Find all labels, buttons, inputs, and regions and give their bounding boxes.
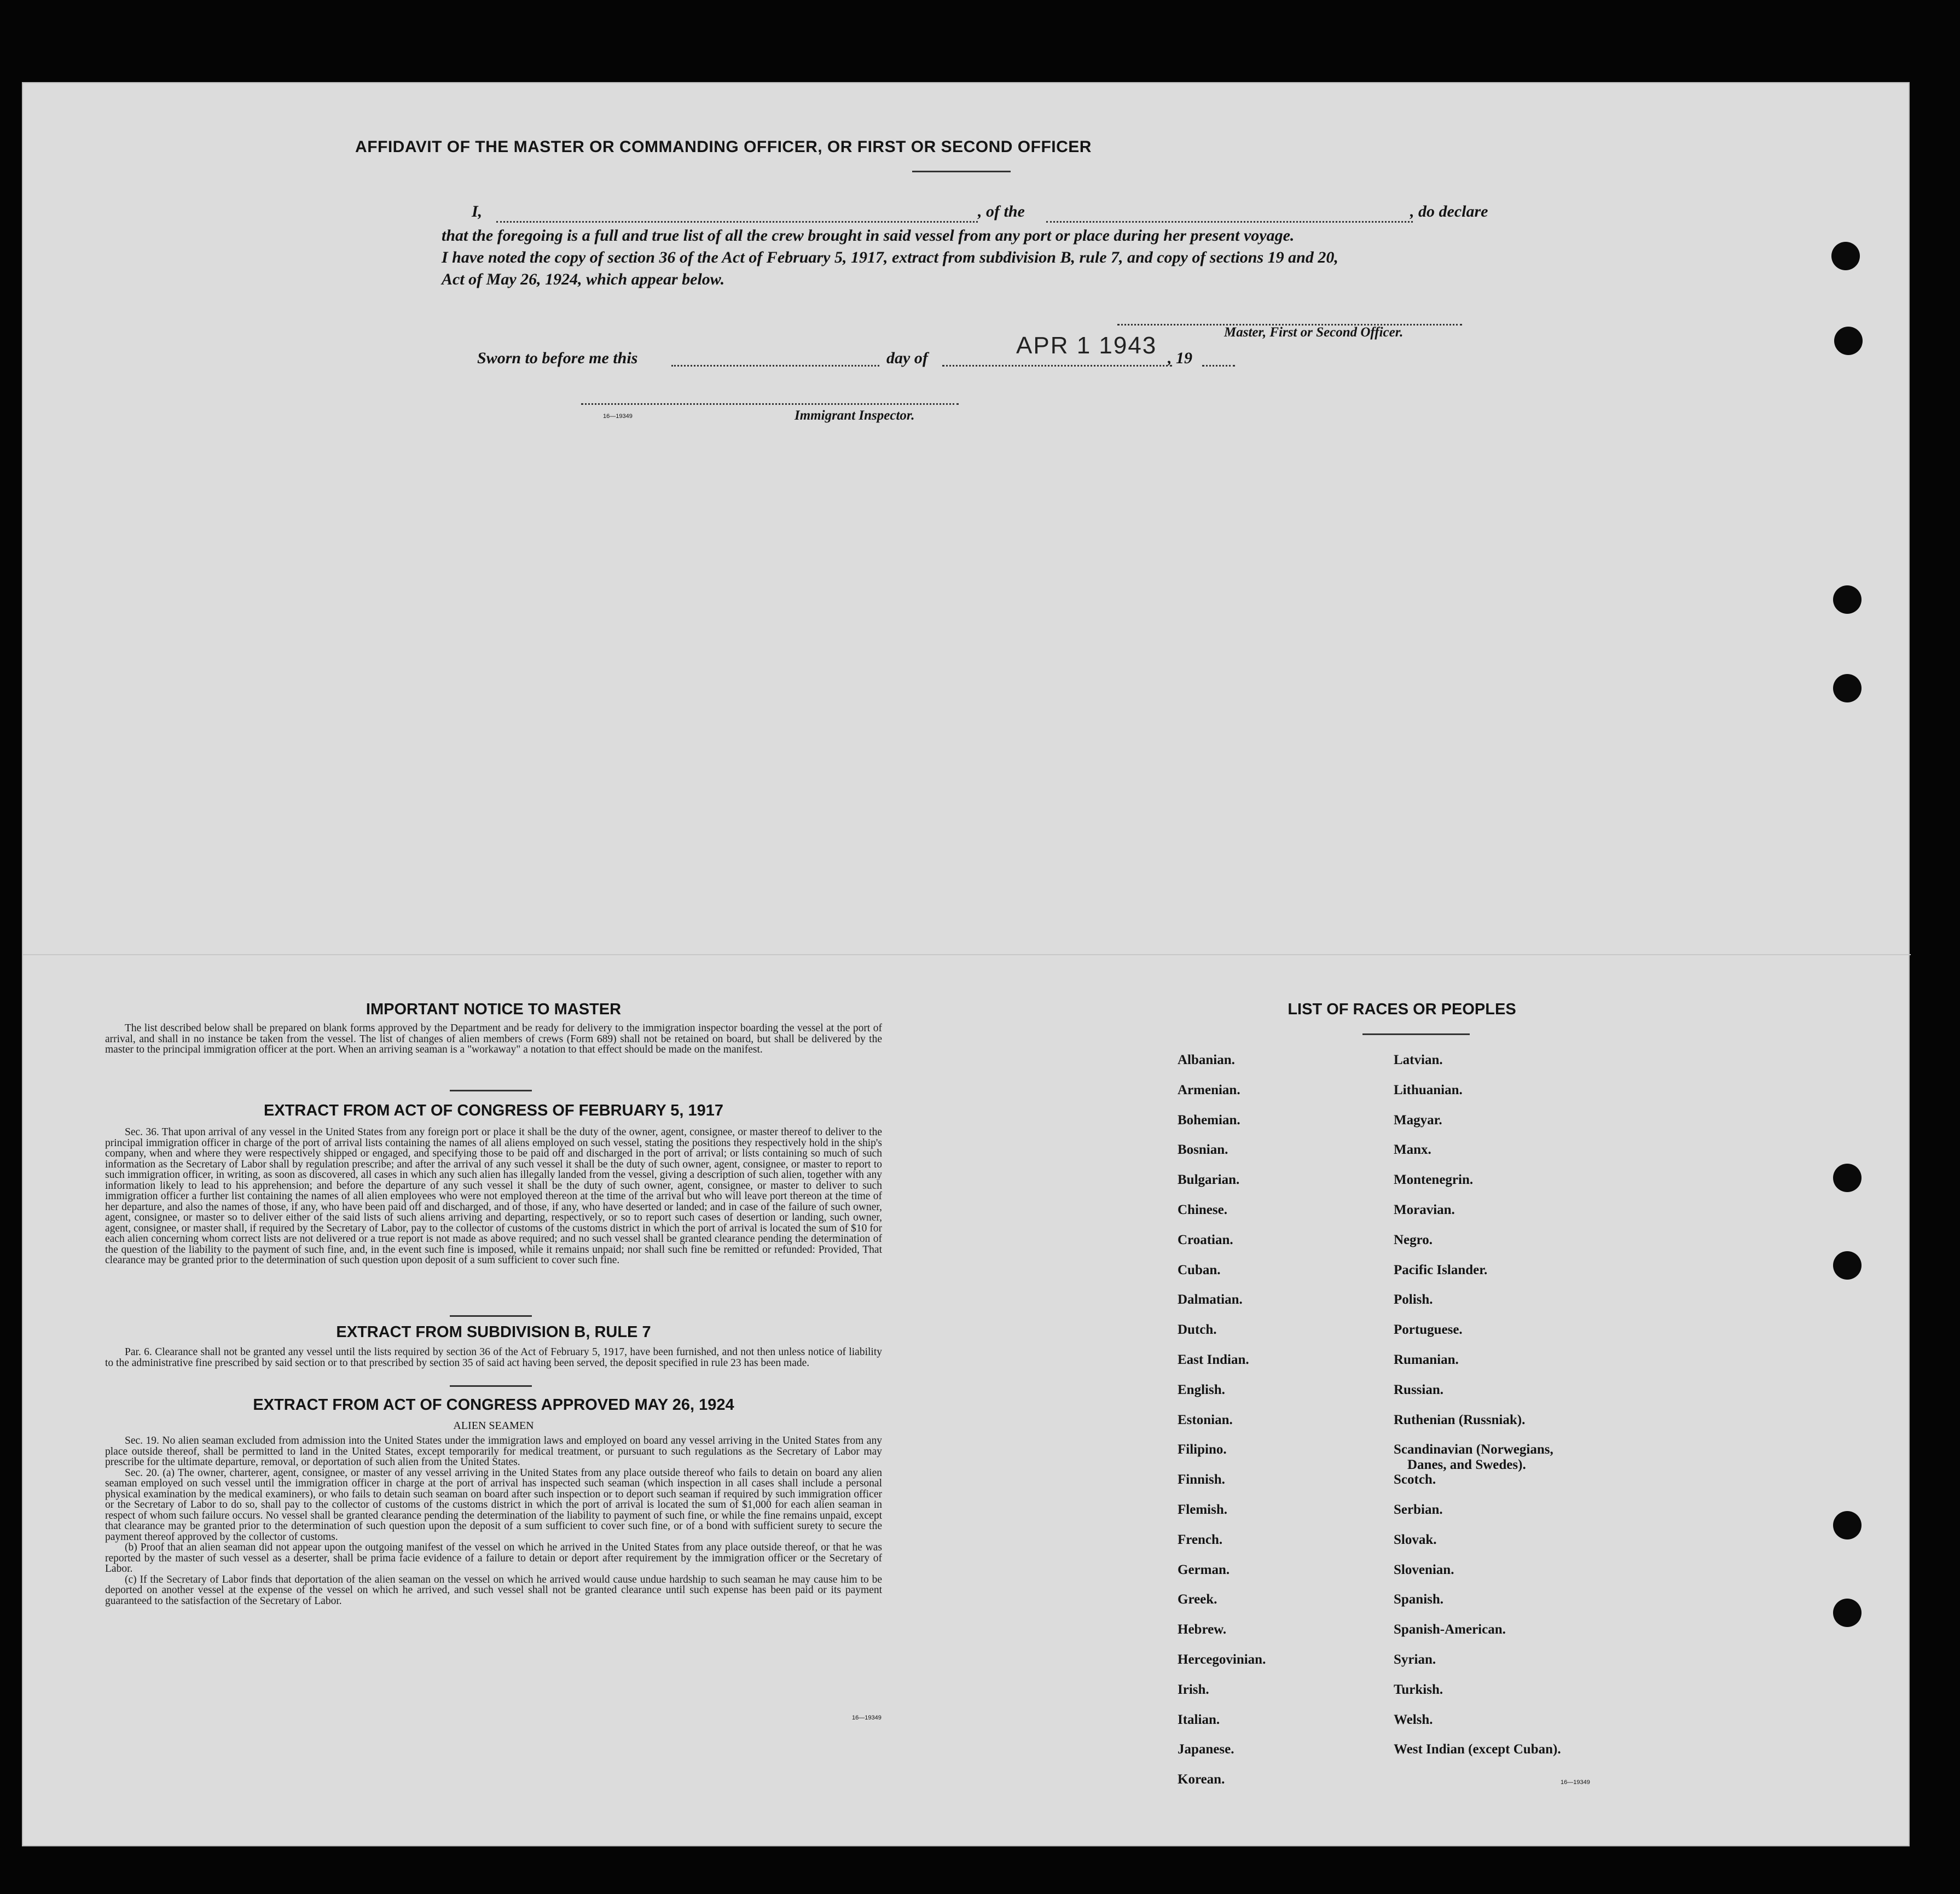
race-item: Greek. [1178,1592,1217,1607]
race-item: Negro. [1394,1232,1433,1247]
race-item: Albanian. [1178,1053,1235,1067]
race-item: Irish. [1178,1682,1209,1697]
race-item: Bosnian. [1178,1142,1228,1158]
race-item: Dalmatian. [1178,1292,1243,1308]
race-item: Cuban. [1178,1262,1221,1277]
race-item: Scandinavian (Norwegians, [1394,1442,1553,1457]
race-item: Syrian. [1394,1652,1436,1667]
declare-line-2: that the foregoing is a full and true list of all the crew brought in said vessel from any port or place during her present voyage. [442,226,1295,245]
punch-hole [1833,585,1862,614]
extract-1917-body [105,1127,882,1266]
section-19-paragraph: Sec. 19. No alien seaman excluded from admission into the United States under the immigration laws and employed on board any vessel arriving in the United States from any place outside thereof, shall be permitted to land in the United States, except temporarily for medical treatment, or pursuant to such regulations as the Secretary of Labor may prescribe for the ultimate departure, removal, or deportation of such alien from the United States. [105,1435,882,1468]
race-item: Russian. [1394,1382,1444,1397]
race-item: Japanese. [1178,1742,1234,1757]
race-item: Scotch. [1394,1472,1436,1488]
race-item: West Indian (except Cuban). [1394,1742,1561,1757]
declare-line-4: Act of May 26, 1924, which appear below. [442,270,725,288]
race-item: Croatian. [1178,1232,1233,1247]
race-item: Manx. [1394,1142,1431,1158]
section-divider [450,1315,532,1317]
sworn-month-blank[interactable] [942,365,1172,367]
race-item: Slovenian. [1394,1562,1454,1577]
race-item: Rumanian. [1394,1352,1459,1367]
race-item: Spanish. [1394,1592,1444,1607]
name-blank[interactable] [496,221,978,223]
race-item: Finnish. [1178,1472,1225,1488]
sworn-year-prefix: , 19 [1168,349,1192,367]
document-page [22,82,1910,1846]
rule-7-body [105,1347,882,1368]
race-item: Polish. [1394,1292,1433,1308]
race-item: Korean. [1178,1772,1225,1787]
date-stamp: APR 1 1943 [1016,332,1157,359]
races-title: LIST OF RACES OR PEOPLES [1288,1001,1516,1018]
punch-hole [1833,1511,1862,1539]
rule-7-paragraph: Par. 6. Clearance shall not be granted any vessel until the lists required by section 36 of the Act of February 5, 1917, have been furnished, and not then unless notice of liability to the administrative fine prescribed by said section or to that prescribed by section 35 of said act having been served, the deposit specified in rule 23 has been made. [105,1346,882,1369]
race-item: Bulgarian. [1178,1172,1240,1188]
race-item: Ruthenian (Russniak). [1394,1412,1526,1427]
declare-do-declare: , do declare [1410,202,1488,220]
section-20b-paragraph: (b) Proof that an alien seaman did not appear upon the outgoing manifest of the vessel on which he arrived in the United States from any place outside thereof, or that he was reported by the master of such vessel as a deserter, shall be prima facie evidence of a failure to detain or deport after requirement by the immigration officer or the Secretary of Labor. [105,1542,882,1575]
fold-line [23,954,1911,955]
race-item: Hebrew. [1178,1622,1227,1637]
notice-body [105,1023,882,1055]
punch-hole [1833,1251,1862,1280]
race-item: Spanish-American. [1394,1622,1506,1637]
sworn-day-of: day of [886,349,928,367]
race-item: Hercegovinian. [1178,1652,1266,1667]
race-item: East Indian. [1178,1352,1249,1367]
race-item: German. [1178,1562,1230,1577]
races-title-underline [1362,1033,1470,1035]
section-36-paragraph: Sec. 36. That upon arrival of any vessel in the United States from any foreign port or place it shall be the duty of the owner, agent, consignee, or master thereof to deliver to the principal immigration officer in charge of the port of arrival lists containing the names of all aliens employed on such vessel, stating the positions they respectively hold in the ship's company, when and where they were respectively shipped or engaged, and specifying those to be paid off and discharged in the port of arrival; or lists containing so much of such information as the Secretary of Labor shall by regulation prescribe; and after the arrival of any such vessel it shall be the duty of such owner, agent, consignee, or master to report to such immigration officer, in writing, as soon as discovered, all cases in which any such alien has illegally landed from the vessel, giving a description of such alien, together with any information likely to lead to his apprehension; and before the departure of any such vessel it shall be the duty of such owner, agent, consignee, or master to deliver to such immigration officer a further list containing the names of all alien employees who were not employed thereon at the time of the arrival but who will leave port thereon at the time of her departure, and also the names of those, if any, who have been paid off and discharged, and of those, if any, who have deserted or landed; and in case of the failure of such owner, agent, consignee, or master so to deliver either of the said lists of such aliens arriving and departing, respectively, or so to report such cases of desertion or landing, such owner, agent, consignee, or master shall, if required by the Secretary of Labor, pay to the collector of customs of the customs district in which the port of arrival is located the sum of $10 for each alien concerning whom correct lists are not delivered or a true report is not made as above required; and no such vessel shall be granted clearance pending the determination of the question of the liability to the payment of such fine, and, in the event such fine is imposed, while it remains unpaid; nor shall such fine be remitted or refunded: Provided, That clearance may be granted prior to the determination of such question upon deposit of a sum sufficient to cover such fine. [105,1126,882,1266]
sworn-prefix: Sworn to before me this [477,349,638,367]
race-item: Chinese. [1178,1202,1227,1217]
section-divider [450,1090,532,1091]
race-item: Portuguese. [1394,1322,1463,1338]
affidavit-title: AFFIDAVIT OF THE MASTER OR COMMANDING OFFICER, OR FIRST OR SECOND OFFICER [355,138,1092,156]
punch-hole [1833,1164,1862,1192]
punch-hole [1833,1599,1862,1627]
race-item: Flemish. [1178,1502,1227,1517]
race-item: Lithuanian. [1394,1082,1463,1097]
race-item: Dutch. [1178,1322,1217,1338]
race-item: Latvian. [1394,1053,1443,1067]
race-item: Slovak. [1394,1532,1437,1547]
rule-7-title: EXTRACT FROM SUBDIVISION B, RULE 7 [336,1323,651,1341]
race-item: Estonian. [1178,1412,1233,1427]
notice-paragraph: The list described below shall be prepared on blank forms approved by the Department and be ready for delivery to the immigration inspector boarding the vessel at the port of arrival, and shall in no instance be taken from the vessel. The list of changes of alien members of crews (Form 689) shall not be retained on board, but shall be delivered by the master to the principal immigration officer at the port. When an arriving seaman is a "workaway" a notation to that effect should be made on the manifest. [105,1022,882,1055]
section-20a-paragraph: Sec. 20. (a) The owner, charterer, agent, consignee, or master of any vessel arriving in the United States from any place outside thereof who fails to detain on board any alien seaman employed on such vessel until the immigration officer in charge at the port of arrival has inspected such seaman (which inspection in all cases shall include a personal physical examination by the medical examiners), or who fails to detain such seaman on board after such inspection or to deport such seaman if required by such immigration officer or the Secretary of Labor to do so, shall pay to the collector of customs of the customs district in which the port of arrival is located the sum of $1,000 for each alien seaman in respect of whom such failure occurs. No vessel shall be granted clearance pending the determination of the liability to payment of such fine, or while the fine remains unpaid, except that clearance may be granted prior to the determination of such question upon the deposit of a sum sufficient to cover such fine, or of a bond with sufficient surety to secure the payment thereof approved by the collector of customs. [105,1467,882,1543]
vessel-blank[interactable] [1046,221,1413,223]
extract-1917-title: EXTRACT FROM ACT OF CONGRESS OF FEBRUARY 5, 1917 [263,1102,724,1119]
punch-hole [1834,327,1863,355]
master-signature-label: Master, First or Second Officer. [1224,325,1404,340]
race-item: English. [1178,1382,1225,1397]
race-item: Magyar. [1394,1112,1442,1128]
race-item: Bohemian. [1178,1112,1240,1128]
inspector-label: Immigrant Inspector. [795,408,915,423]
declare-line-3: I have noted the copy of section 36 of the Act of February 5, 1917, extract from subdivision B, rule 7, and copy of sections 19 and 20, [442,248,1338,266]
section-divider [450,1385,532,1387]
section-20c-paragraph: (c) If the Secretary of Labor finds that deportation of the alien seaman on the vessel on which he arrived would cause undue hardship to such seaman he may cause him to be deported on another vessel at the expense of the vessel on which he arrived, and such vessel shall not be granted clearance until such expense has been paid or its payment guaranteed to the satisfaction of the Secretary of Labor. [105,1573,882,1607]
alien-seamen-subtitle: ALIEN SEAMEN [453,1420,534,1432]
race-item: Filipino. [1178,1442,1227,1457]
declare-of-the: , of the [978,202,1025,220]
declare-i: I, [472,202,483,220]
race-item: Danes, and Swedes). [1407,1457,1526,1473]
race-item: French. [1178,1532,1223,1547]
race-item: Moravian. [1394,1202,1455,1217]
notice-title: IMPORTANT NOTICE TO MASTER [366,1001,622,1018]
punch-hole [1833,674,1862,702]
race-item: Montenegrin. [1394,1172,1474,1188]
inspector-signature-line[interactable] [581,403,959,405]
punch-hole [1831,242,1860,270]
race-item: Serbian. [1394,1502,1443,1517]
race-item: Pacific Islander. [1394,1262,1488,1277]
extract-1924-title: EXTRACT FROM ACT OF CONGRESS APPROVED MAY 26, 1924 [253,1396,734,1414]
form-number: 16—19349 [1561,1779,1590,1786]
race-item: Italian. [1178,1712,1220,1727]
extract-1924-body [105,1436,882,1606]
sworn-day-blank[interactable] [671,365,879,367]
form-number: 16—19349 [603,413,633,420]
race-item: Welsh. [1394,1712,1433,1727]
form-number: 16—19349 [852,1715,882,1721]
sworn-year-blank[interactable] [1202,365,1235,367]
race-item: Armenian. [1178,1082,1240,1097]
title-underline [912,171,1011,172]
race-item: Turkish. [1394,1682,1443,1697]
